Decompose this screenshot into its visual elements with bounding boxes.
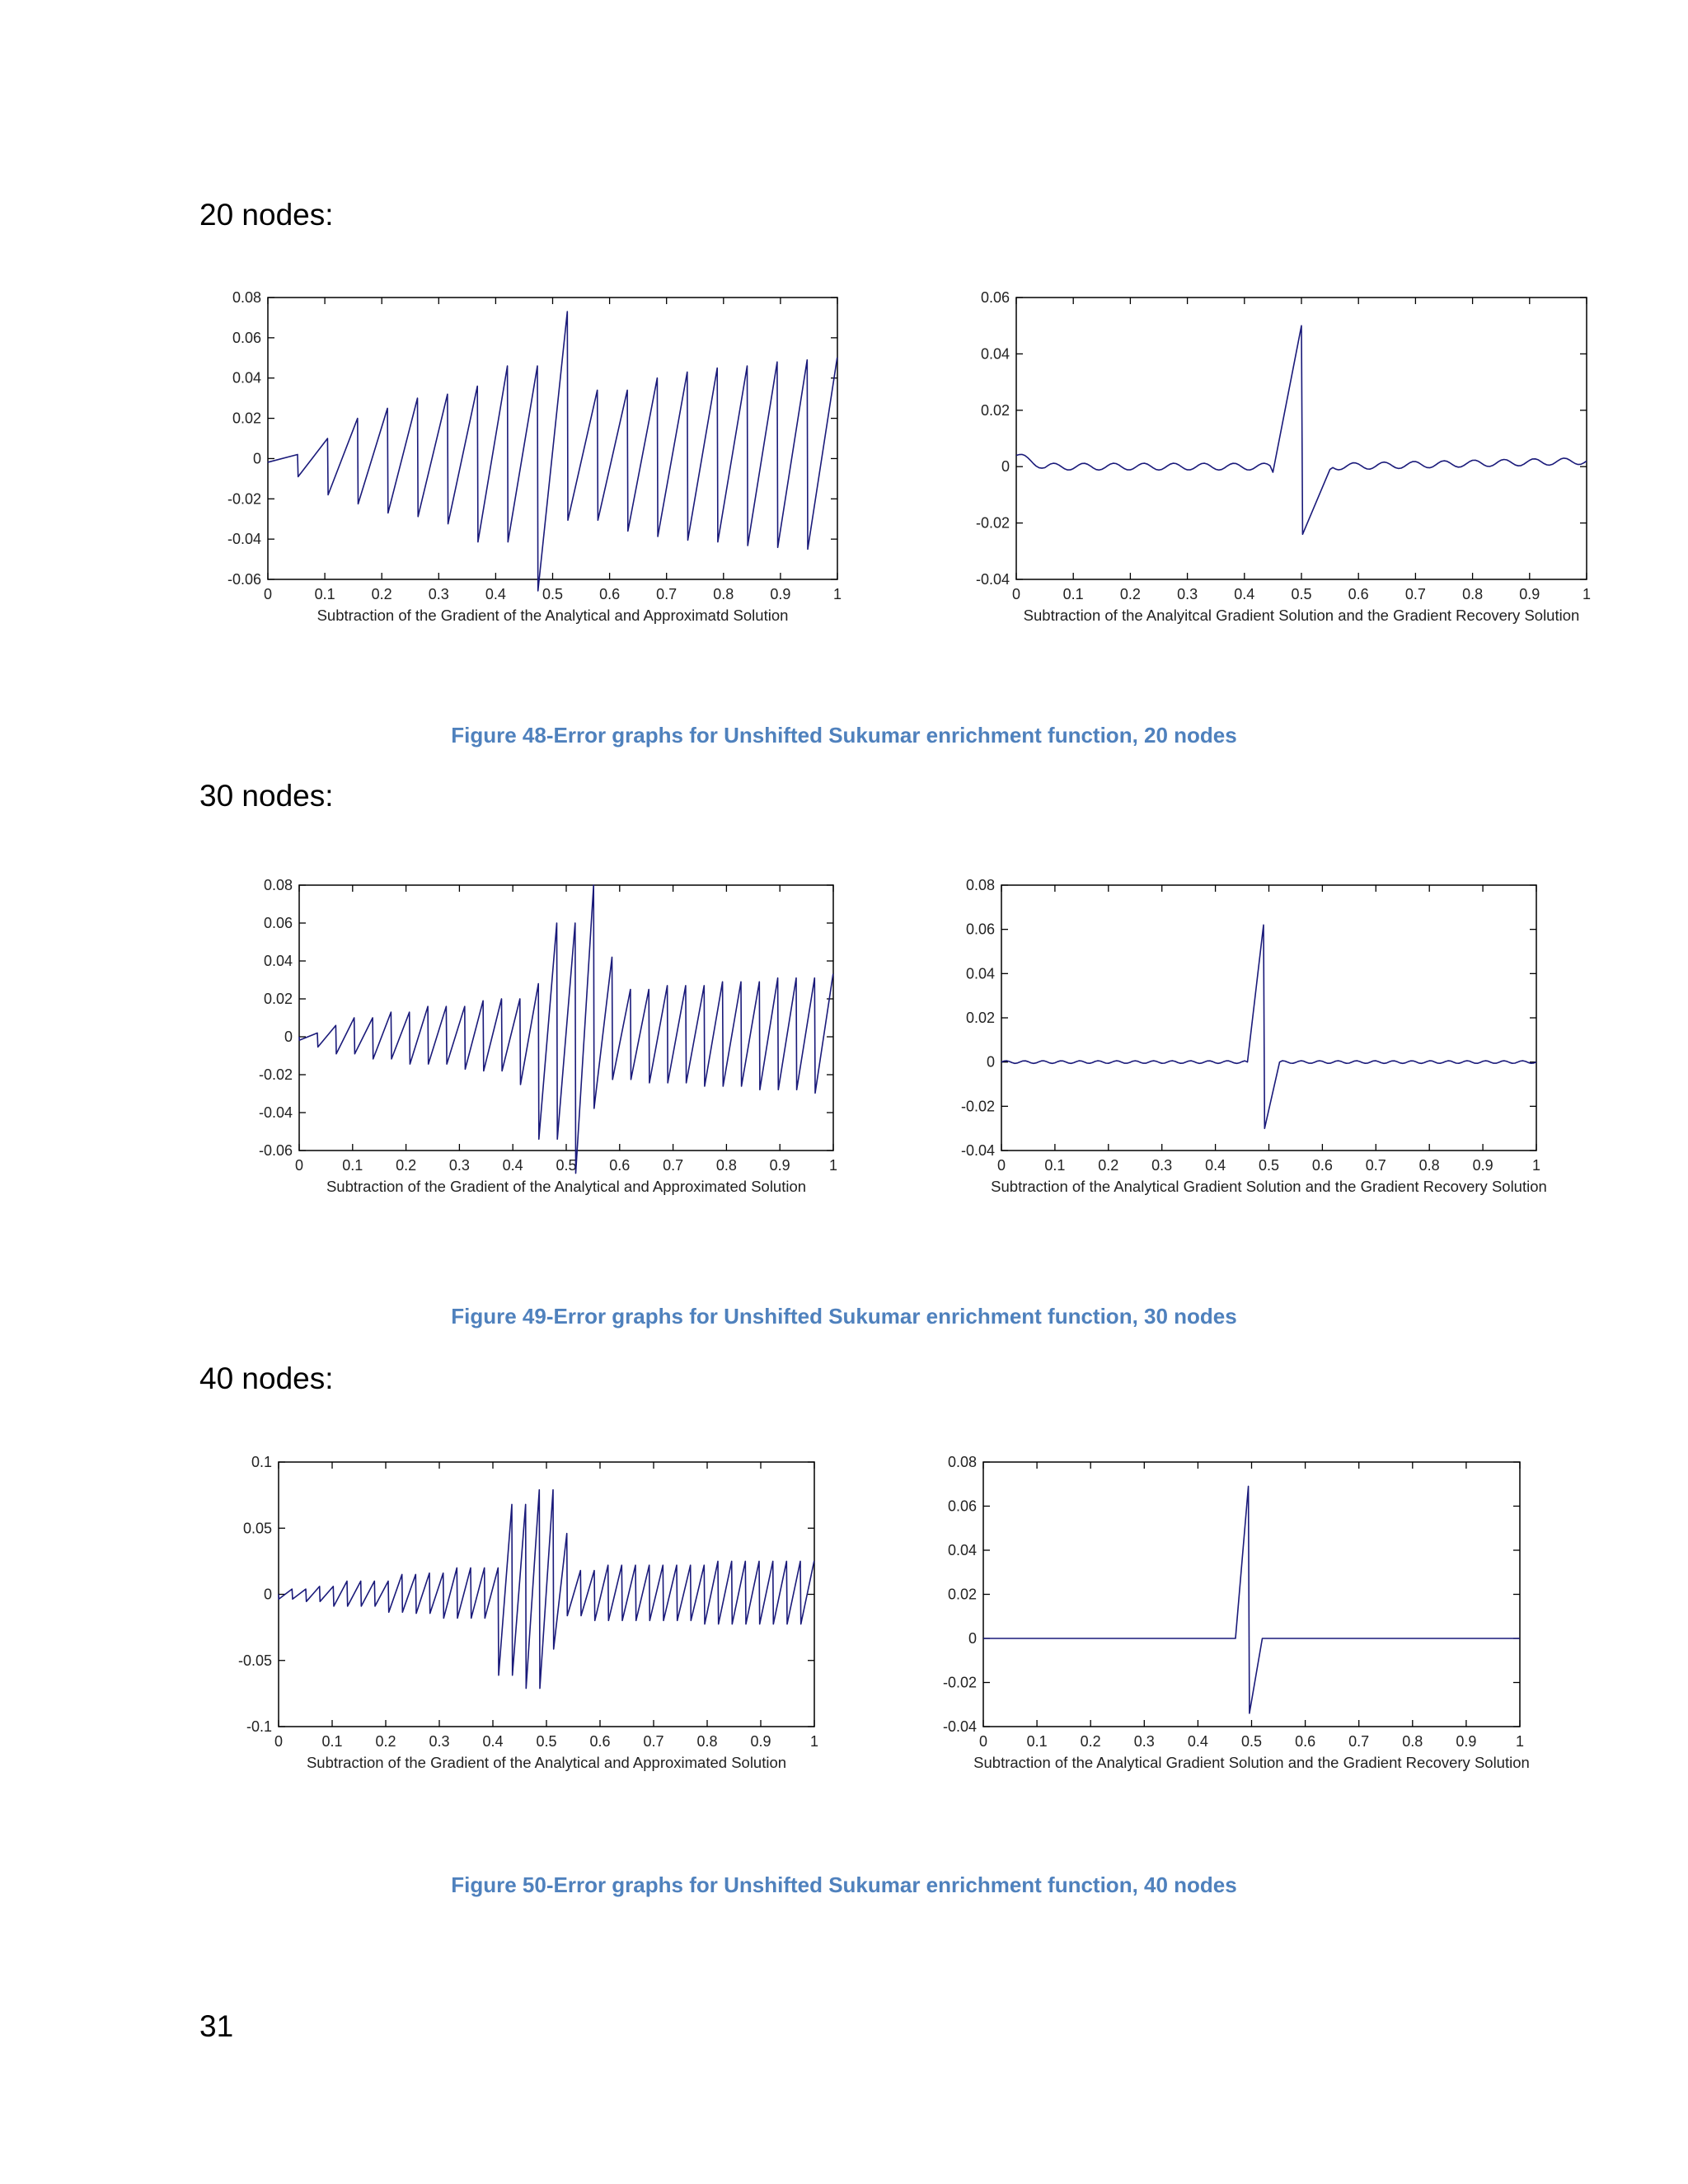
x-tick-label: 0.5 bbox=[542, 586, 564, 602]
y-tick-label: 0.04 bbox=[263, 953, 293, 969]
x-tick-label: 0.3 bbox=[448, 1157, 470, 1174]
x-tick-label: 0.8 bbox=[715, 1157, 737, 1174]
x-tick-label: 0.6 bbox=[589, 1733, 611, 1750]
x-tick-label: 0.9 bbox=[750, 1733, 771, 1750]
y-tick-label: 0 bbox=[986, 1053, 995, 1071]
y-tick-label: 0.04 bbox=[980, 345, 1010, 363]
y-tick-label: -0.04 bbox=[960, 1142, 995, 1159]
x-tick-label: 0.7 bbox=[1365, 1157, 1386, 1174]
y-tick-label: 0.06 bbox=[263, 915, 293, 931]
y-tick-label: 0.08 bbox=[263, 877, 293, 893]
x-tick-label: 0.5 bbox=[1291, 586, 1312, 602]
x-tick-label: 0.9 bbox=[770, 586, 791, 602]
x-tick-label: 0.2 bbox=[371, 586, 392, 602]
x-tick-label: 0.3 bbox=[1177, 586, 1198, 602]
page-number: 31 bbox=[199, 2009, 234, 2043]
x-tick-label: 0.6 bbox=[1295, 1733, 1316, 1750]
chart-1 bbox=[976, 289, 1591, 624]
y-tick-label: -0.06 bbox=[227, 571, 261, 588]
y-tick-label: 0.08 bbox=[965, 877, 995, 893]
x-tick-label: 0.8 bbox=[713, 586, 734, 602]
chart-4 bbox=[238, 1454, 818, 1771]
y-tick-label: 0.06 bbox=[947, 1497, 977, 1515]
x-tick-label: 0.8 bbox=[1402, 1733, 1423, 1750]
x-tick-label: 0.6 bbox=[599, 586, 621, 602]
x-tick-label: 1 bbox=[809, 1733, 819, 1750]
y-tick-label: -0.04 bbox=[975, 571, 1010, 588]
x-axis-label: Subtraction of the Analytical Gradient Solution and the Gradient Recovery Solution bbox=[991, 1178, 1547, 1195]
figure-48-caption: Figure 48-Error graphs for Unshifted Sukumar enrichment function, 20 nodes bbox=[451, 723, 1237, 748]
y-tick-label: -0.04 bbox=[942, 1718, 977, 1735]
y-tick-label: 0 bbox=[284, 1029, 293, 1045]
y-tick-label: -0.02 bbox=[227, 490, 261, 508]
x-tick-label: 1 bbox=[832, 586, 842, 602]
x-tick-label: 0 bbox=[294, 1157, 304, 1174]
x-tick-label: 0.4 bbox=[1187, 1733, 1208, 1750]
plot-frame bbox=[1016, 298, 1587, 579]
x-tick-label: 0.1 bbox=[1062, 586, 1084, 602]
x-tick-label: 1 bbox=[1531, 1157, 1541, 1174]
chart-2 bbox=[259, 877, 837, 1195]
x-tick-label: 0 bbox=[996, 1157, 1006, 1174]
y-tick-label: 0.02 bbox=[947, 1586, 977, 1603]
y-tick-label: -0.05 bbox=[237, 1652, 272, 1669]
x-axis-label: Subtraction of the Gradient of the Analytical and Approximated Solution bbox=[306, 1754, 787, 1771]
x-tick-label: 0.9 bbox=[1456, 1733, 1477, 1750]
x-tick-label: 0.4 bbox=[1205, 1157, 1226, 1174]
x-tick-label: 0.9 bbox=[1472, 1157, 1493, 1174]
y-tick-label: -0.02 bbox=[960, 1098, 995, 1115]
x-tick-label: 0.3 bbox=[1151, 1157, 1173, 1174]
x-axis-label: Subtraction of the Analytical Gradient Solution and the Gradient Recovery Solution bbox=[973, 1754, 1530, 1771]
x-tick-label: 1 bbox=[828, 1157, 838, 1174]
y-tick-label: 0.04 bbox=[947, 1542, 977, 1558]
chart-0 bbox=[227, 289, 842, 624]
y-tick-label: 0.06 bbox=[965, 921, 995, 938]
y-tick-label: 0.04 bbox=[232, 369, 261, 387]
x-axis-label: Subtraction of the Gradient of the Analytical and Approximatd Solution bbox=[316, 607, 789, 624]
series-line-error bbox=[1016, 326, 1587, 534]
x-tick-label: 0 bbox=[263, 586, 273, 602]
y-tick-label: 0 bbox=[252, 450, 261, 467]
y-tick-label: 0.08 bbox=[947, 1454, 977, 1470]
x-tick-label: 0 bbox=[1011, 586, 1021, 602]
x-tick-label: 0 bbox=[978, 1733, 988, 1750]
x-tick-label: 0.1 bbox=[321, 1733, 343, 1750]
y-tick-label: 0.02 bbox=[980, 401, 1010, 419]
y-tick-label: 0.05 bbox=[242, 1520, 272, 1537]
x-tick-label: 0.7 bbox=[1348, 1733, 1370, 1750]
x-tick-label: 0.7 bbox=[1404, 586, 1426, 602]
y-tick-label: -0.02 bbox=[258, 1066, 293, 1083]
x-tick-label: 0.8 bbox=[1418, 1157, 1440, 1174]
x-tick-label: 0.9 bbox=[769, 1157, 790, 1174]
y-tick-label: -0.02 bbox=[975, 514, 1010, 532]
x-tick-label: 0.2 bbox=[1098, 1157, 1119, 1174]
y-tick-label: 0.08 bbox=[232, 289, 261, 306]
chart-5 bbox=[943, 1454, 1530, 1771]
x-tick-label: 0.2 bbox=[375, 1733, 396, 1750]
x-tick-label: 0.9 bbox=[1519, 586, 1540, 602]
x-tick-label: 0.5 bbox=[536, 1733, 557, 1750]
y-tick-label: -0.04 bbox=[227, 531, 261, 548]
x-tick-label: 0.5 bbox=[556, 1157, 577, 1174]
x-tick-label: 0.3 bbox=[429, 1733, 450, 1750]
x-tick-label: 0.7 bbox=[663, 1157, 684, 1174]
x-tick-label: 0.5 bbox=[1240, 1733, 1263, 1750]
x-tick-label: 0.8 bbox=[1462, 586, 1484, 602]
x-tick-label: 0.3 bbox=[428, 586, 449, 602]
heading-40-nodes: 40 nodes: bbox=[199, 1361, 334, 1395]
y-tick-label: 0.04 bbox=[965, 965, 995, 982]
x-tick-label: 0.4 bbox=[482, 1733, 504, 1750]
y-tick-label: -0.1 bbox=[246, 1718, 272, 1735]
figure-50-caption: Figure 50-Error graphs for Unshifted Sukumar enrichment function, 40 nodes bbox=[451, 1872, 1237, 1897]
series-line-error bbox=[299, 885, 833, 1174]
x-tick-label: 0.7 bbox=[643, 1733, 664, 1750]
x-tick-label: 0.3 bbox=[1133, 1733, 1155, 1750]
x-tick-label: 0.4 bbox=[485, 586, 506, 602]
plot-frame bbox=[1001, 885, 1536, 1151]
y-tick-label: -0.04 bbox=[258, 1104, 293, 1121]
series-line-error bbox=[279, 1490, 814, 1689]
y-tick-label: -0.02 bbox=[942, 1674, 977, 1691]
x-tick-label: 0.6 bbox=[1348, 586, 1369, 602]
y-tick-label: 0 bbox=[968, 1630, 977, 1647]
plot-frame bbox=[299, 885, 833, 1151]
figure-49-caption: Figure 49-Error graphs for Unshifted Sukumar enrichment function, 30 nodes bbox=[451, 1304, 1237, 1329]
x-tick-label: 0.5 bbox=[1258, 1157, 1280, 1174]
x-tick-label: 0.6 bbox=[609, 1157, 631, 1174]
y-tick-label: 0.02 bbox=[965, 1010, 995, 1026]
y-tick-label: 0 bbox=[263, 1586, 272, 1603]
y-tick-label: -0.06 bbox=[258, 1142, 293, 1159]
heading-20-nodes: 20 nodes: bbox=[199, 198, 334, 232]
heading-30-nodes: 30 nodes: bbox=[199, 779, 334, 813]
y-tick-label: 0.06 bbox=[980, 289, 1010, 306]
y-tick-label: 0.06 bbox=[232, 329, 261, 346]
x-tick-label: 0.1 bbox=[1044, 1157, 1066, 1174]
x-tick-label: 0 bbox=[274, 1733, 284, 1750]
x-tick-label: 0.1 bbox=[1026, 1733, 1048, 1750]
x-axis-label: Subtraction of the Analyitcal Gradient Solution and the Gradient Recovery Solution bbox=[1023, 607, 1580, 624]
x-axis-label: Subtraction of the Gradient of the Analytical and Approximated Solution bbox=[326, 1178, 807, 1195]
x-tick-label: 1 bbox=[1582, 586, 1592, 602]
y-tick-label: 0.02 bbox=[232, 410, 261, 427]
y-tick-label: 0.1 bbox=[251, 1454, 272, 1470]
x-tick-label: 0.4 bbox=[502, 1157, 523, 1174]
y-tick-label: 0.02 bbox=[263, 991, 293, 1007]
x-tick-label: 0.2 bbox=[1119, 586, 1141, 602]
series-line-error bbox=[983, 1486, 1520, 1713]
chart-3 bbox=[961, 877, 1547, 1195]
plot-frame bbox=[268, 298, 837, 579]
plot-frame bbox=[983, 1462, 1520, 1727]
x-tick-label: 0.7 bbox=[656, 586, 678, 602]
x-tick-label: 0.1 bbox=[314, 586, 335, 602]
x-tick-label: 1 bbox=[1515, 1733, 1525, 1750]
series-line-error bbox=[1001, 925, 1536, 1128]
x-tick-label: 0.4 bbox=[1234, 586, 1255, 602]
plot-frame bbox=[279, 1462, 814, 1727]
x-tick-label: 0.2 bbox=[1080, 1733, 1101, 1750]
x-tick-label: 0.2 bbox=[396, 1157, 417, 1174]
y-tick-label: 0 bbox=[1001, 458, 1010, 476]
series-line-error bbox=[268, 312, 837, 591]
x-tick-label: 0.1 bbox=[342, 1157, 363, 1174]
x-tick-label: 0.6 bbox=[1311, 1157, 1333, 1174]
x-tick-label: 0.8 bbox=[696, 1733, 718, 1750]
